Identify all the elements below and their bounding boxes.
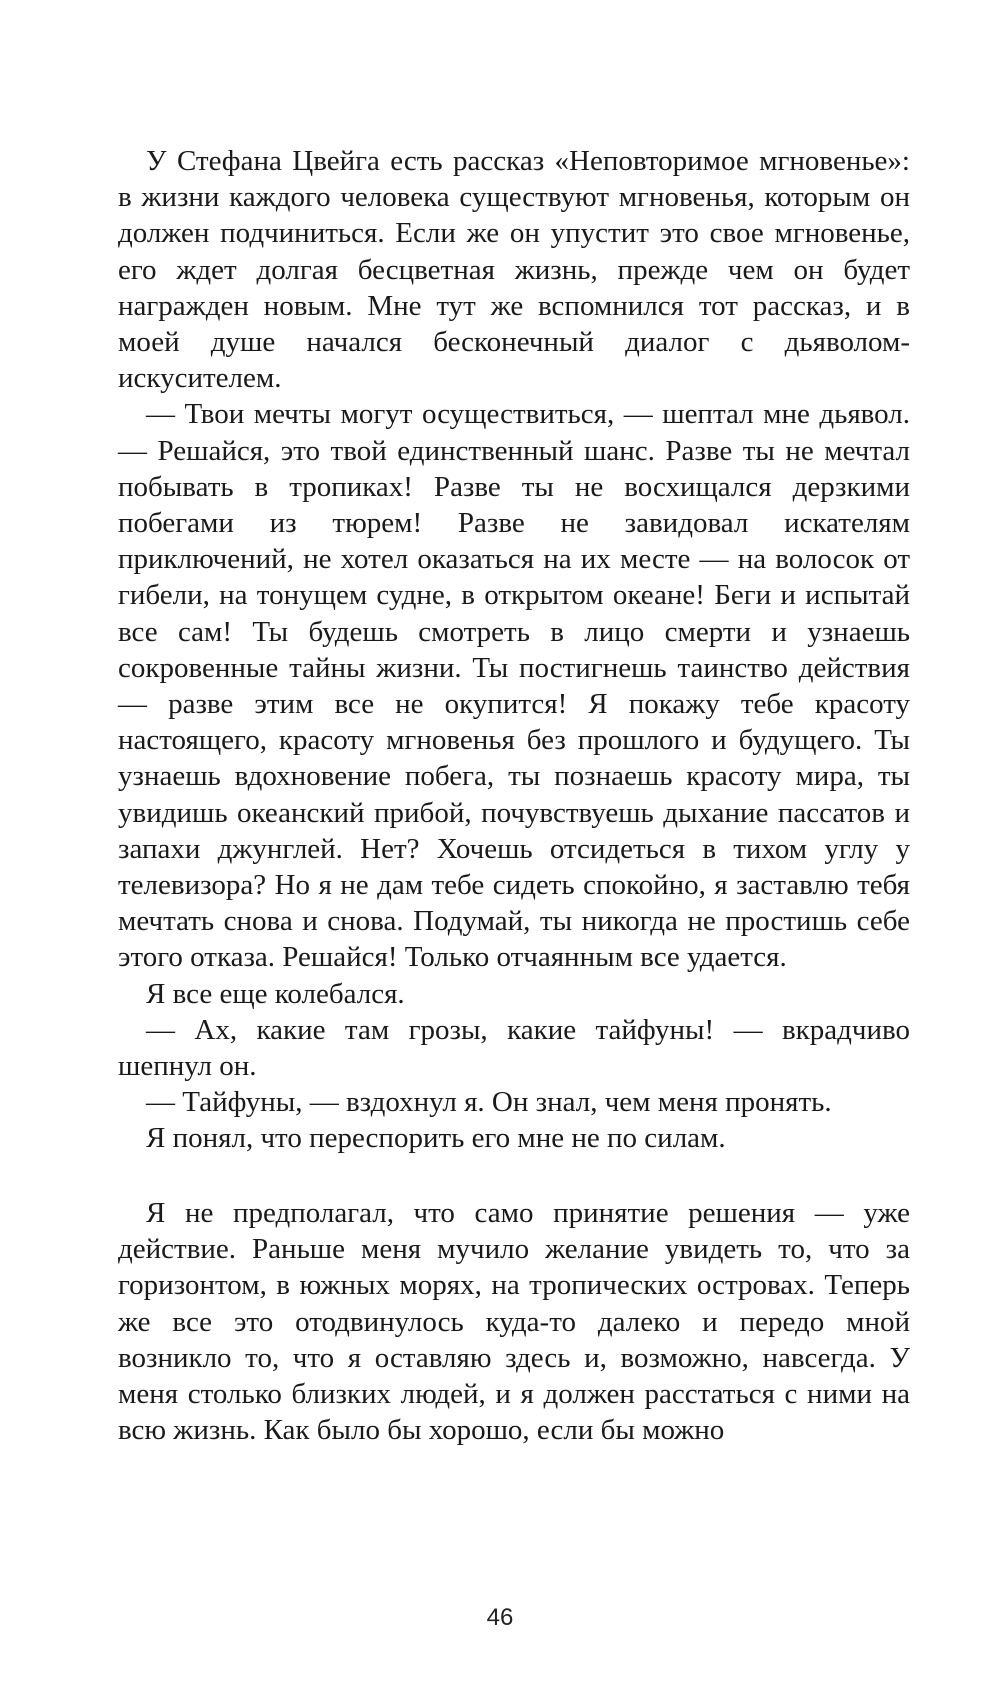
paragraph: — Твои мечты могут осуществиться, — шептал мне дьявол. — Решайся, это твой единственный шанс. Разве ты не мечтал побывать в тропиках! Разве ты не восхищался дерзкими побегами из тюрем! Разве не завидовал искателям приключений, не хотел оказаться на их месте — на волосок от гибели, на тонущем судне, в открытом океане! Беги и испытай все сам! Ты будешь смотреть в лицо смерти и узнаешь сокровенные тайны жизни. Ты постигнешь таинство действия — разве этим все не окупится! Я покажу тебе красоту настоящего, красоту мгновенья без прошлого и будущего. Ты узнаешь вдохновение побега, ты познаешь красоту мира, ты увидишь океанский прибой, почувствуешь дыхание пассатов и запахи джунглей. Нет? Хочешь отсидеться в тихом углу у телевизора? Но я не дам тебе сидеть спокойно, я заставлю тебя мечтать снова и снова. Подумай, ты никогда не простишь себе этого отказа. Решайся! Только отчаянным все удается. (118, 398, 910, 974)
text-section-1 (118, 143, 910, 1157)
paragraph: Я все еще колебался. (146, 977, 405, 1010)
paragraph: — Ах, какие там грозы, какие тайфуны! — вкрадчиво шепнул он. (118, 1013, 910, 1083)
page-number: 46 (486, 1604, 514, 1631)
paragraph: Я понял, что переспорить его мне не по силам. (146, 1122, 726, 1155)
paragraph: Я не предполагал, что само принятие решения — уже действие. Раньше меня мучило желание увидеть то, что за горизонтом, в южных морях, на тропических островах. Теперь же все это отодвинулось куда-то далеко и передо мной возникло то, что я оставляю здесь и, возможно, навсегда. У меня столько близких людей, и я должен расстаться с ними на всю жизнь. Как было бы хорошо, если бы можно (118, 1197, 910, 1447)
text-section-2 (118, 1195, 910, 1448)
paragraph: У Стефана Цвейга есть рассказ «Неповторимое мгновенье»: в жизни каждого человека существуют мгновенья, которым он должен подчиниться. Если же он упустит это свое мгновенье, его ждет долгая бесцветная жизнь, прежде чем он будет награжден новым. Мне тут же вспомнился тот рассказ, и в моей душе начался бесконечный диалог с дьяволом-искусителем. (118, 145, 910, 395)
paragraph: — Тайфуны, — вздохнул я. Он знал, чем меня пронять. (146, 1086, 832, 1119)
